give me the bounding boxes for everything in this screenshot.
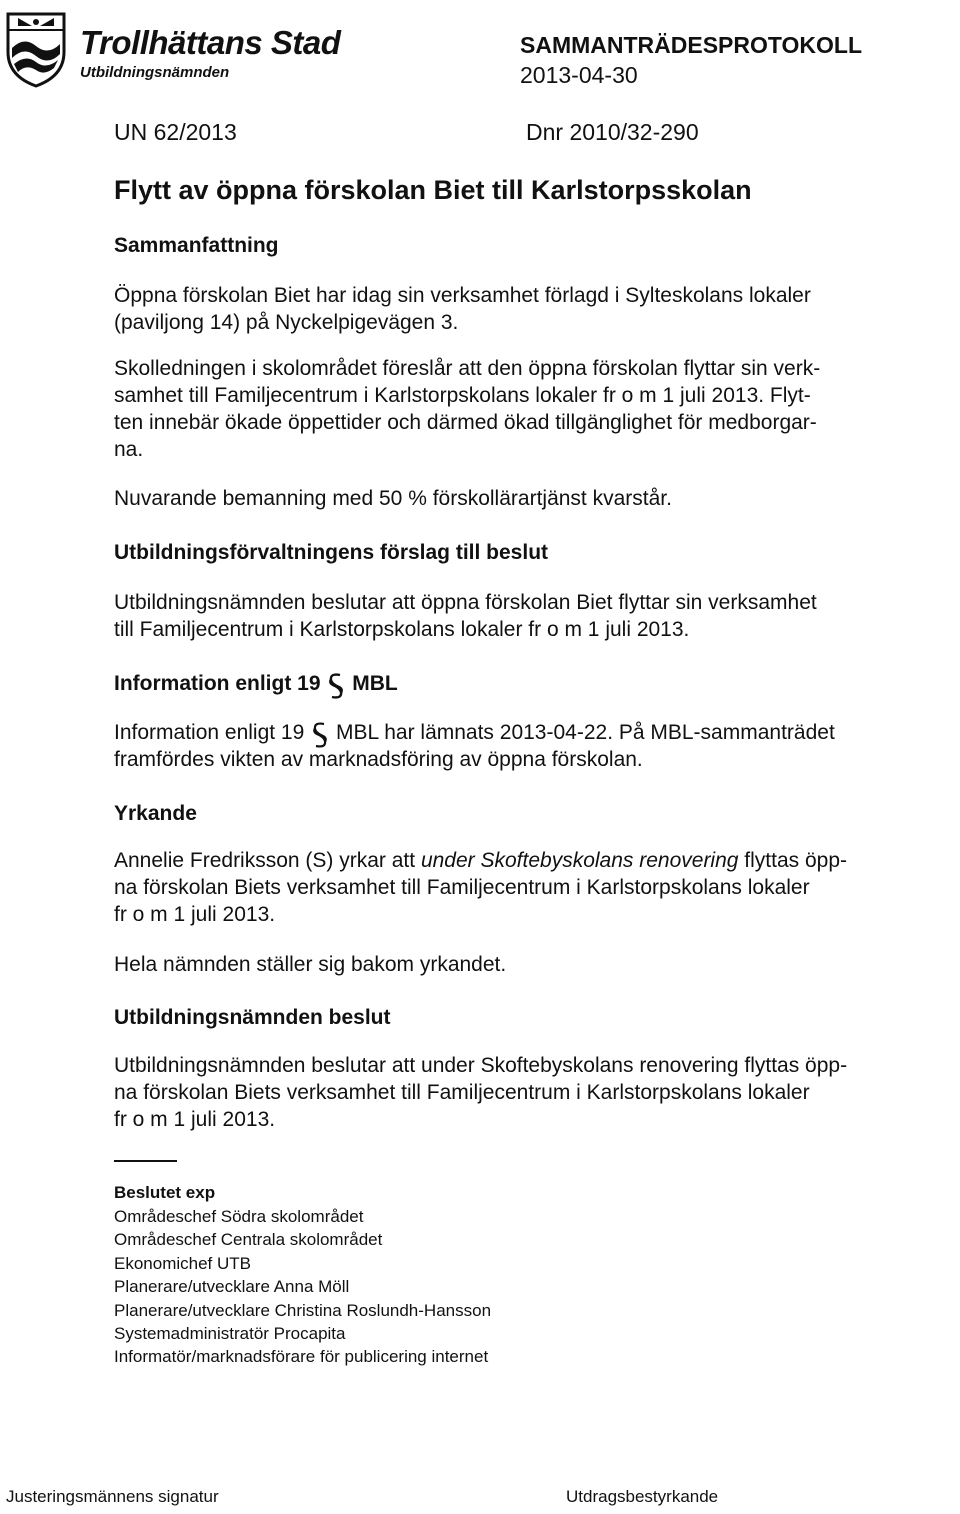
text-line: Öppna förskolan Biet har idag sin verksamhet förlagd i Sylteskolans lokaler — [114, 284, 811, 307]
text-line: samhet till Familjecentrum i Karlstorpskolans lokaler fr o m 1 juli 2013. Flyt- — [114, 384, 811, 407]
summary-paragraph-2 — [114, 355, 944, 463]
distribution-list — [114, 1205, 491, 1369]
text-line: na förskolan Biets verksamhet till Familjecentrum i Karlstorpskolans lokaler — [114, 876, 810, 899]
list-item: Informatör/marknadsförare för publicering internet — [114, 1347, 489, 1367]
text-line: Nuvarande bemanning med 50 % förskollärartjänst kvarstår. — [114, 487, 672, 510]
motion-heading: Yrkande — [114, 802, 197, 825]
text-segment: Information enligt 19 — [114, 721, 305, 744]
case-number: UN 62/2013 — [114, 119, 237, 145]
proposal-paragraph — [114, 589, 944, 643]
list-item: Ekonomichef UTB — [114, 1253, 251, 1273]
list-item: Systemadministratör Procapita — [114, 1324, 346, 1344]
coat-of-arms-icon — [4, 8, 68, 88]
page-title: Flytt av öppna förskolan Biet till Karlstorpsskolan — [114, 175, 752, 205]
signature-label: Justeringsmännens signatur — [6, 1487, 219, 1506]
text-line: Utbildningsnämnden beslutar att under Skoftebyskolans renovering flyttas öpp- — [114, 1054, 848, 1077]
summary-paragraph-1 — [114, 282, 944, 336]
text-line — [114, 847, 944, 874]
decision-paragraph — [114, 1052, 944, 1133]
text-line: framfördes vikten av marknadsföring av öppna förskolan. — [114, 748, 643, 771]
certification-label: Utdragsbestyrkande — [566, 1487, 719, 1506]
divider — [114, 1160, 177, 1162]
list-item: Planerare/utvecklare Christina Roslundh-Hansson — [114, 1300, 492, 1320]
list-item: Områdeschef Centrala skolområdet — [114, 1230, 383, 1250]
proposal-heading: Utbildningsförvaltningens förslag till beslut — [114, 541, 549, 564]
mbl-heading-text: Information enligt 19 — [114, 672, 321, 695]
text-segment: MBL har lämnats 2013-04-22. På MBL-sammanträdet — [335, 721, 835, 744]
document-date: 2013-04-30 — [520, 62, 638, 88]
text-line: na. — [114, 438, 144, 461]
summary-heading: Sammanfattning — [114, 234, 279, 257]
text-line: fr o m 1 juli 2013. — [114, 903, 276, 926]
text-line: Hela nämnden ställer sig bakom yrkandet. — [114, 953, 507, 976]
emphasized-text: under Skoftebyskolans renovering — [420, 849, 739, 872]
mbl-paragraph — [114, 719, 944, 773]
text-line: Utbildningsnämnden beslutar att öppna förskolan Biet flyttar sin verksamhet — [114, 591, 817, 614]
mbl-heading — [114, 672, 398, 696]
organization-name: Trollhättans Stad — [80, 24, 341, 61]
text-line: ten innebär ökade öppettider och därmed ökad tillgänglighet för medborgar- — [114, 411, 817, 434]
organization-department: Utbildningsnämnden — [80, 64, 230, 81]
motion-paragraph — [114, 847, 944, 928]
text-line: fr o m 1 juli 2013. — [114, 1108, 276, 1131]
text-line: till Familjecentrum i Karlstorpskolans lokaler fr o m 1 juli 2013. — [114, 618, 690, 641]
text-segment: flyttas öpp- — [738, 849, 848, 872]
list-item: Planerare/utvecklare Anna Möll — [114, 1277, 350, 1297]
mbl-heading-suffix: MBL — [352, 672, 398, 695]
text-segment: Annelie Fredriksson (S) yrkar att — [114, 849, 421, 872]
distribution-heading: Beslutet exp — [114, 1183, 216, 1202]
text-line — [114, 719, 944, 746]
document-type: SAMMANTRÄDESPROTOKOLL — [520, 32, 863, 58]
text-line: (paviljong 14) på Nyckelpigevägen 3. — [114, 311, 459, 334]
text-line: na förskolan Biets verksamhet till Familjecentrum i Karlstorpskolans lokaler — [114, 1081, 810, 1104]
text-line: Skolledningen i skolområdet föreslår att den öppna förskolan flyttar sin verk- — [114, 357, 821, 380]
diary-number: Dnr 2010/32-290 — [526, 119, 699, 145]
summary-paragraph-3 — [114, 485, 944, 512]
motion-support — [114, 951, 944, 978]
decision-heading: Utbildningsnämnden beslut — [114, 1006, 391, 1029]
list-item: Områdeschef Södra skolområdet — [114, 1207, 364, 1226]
